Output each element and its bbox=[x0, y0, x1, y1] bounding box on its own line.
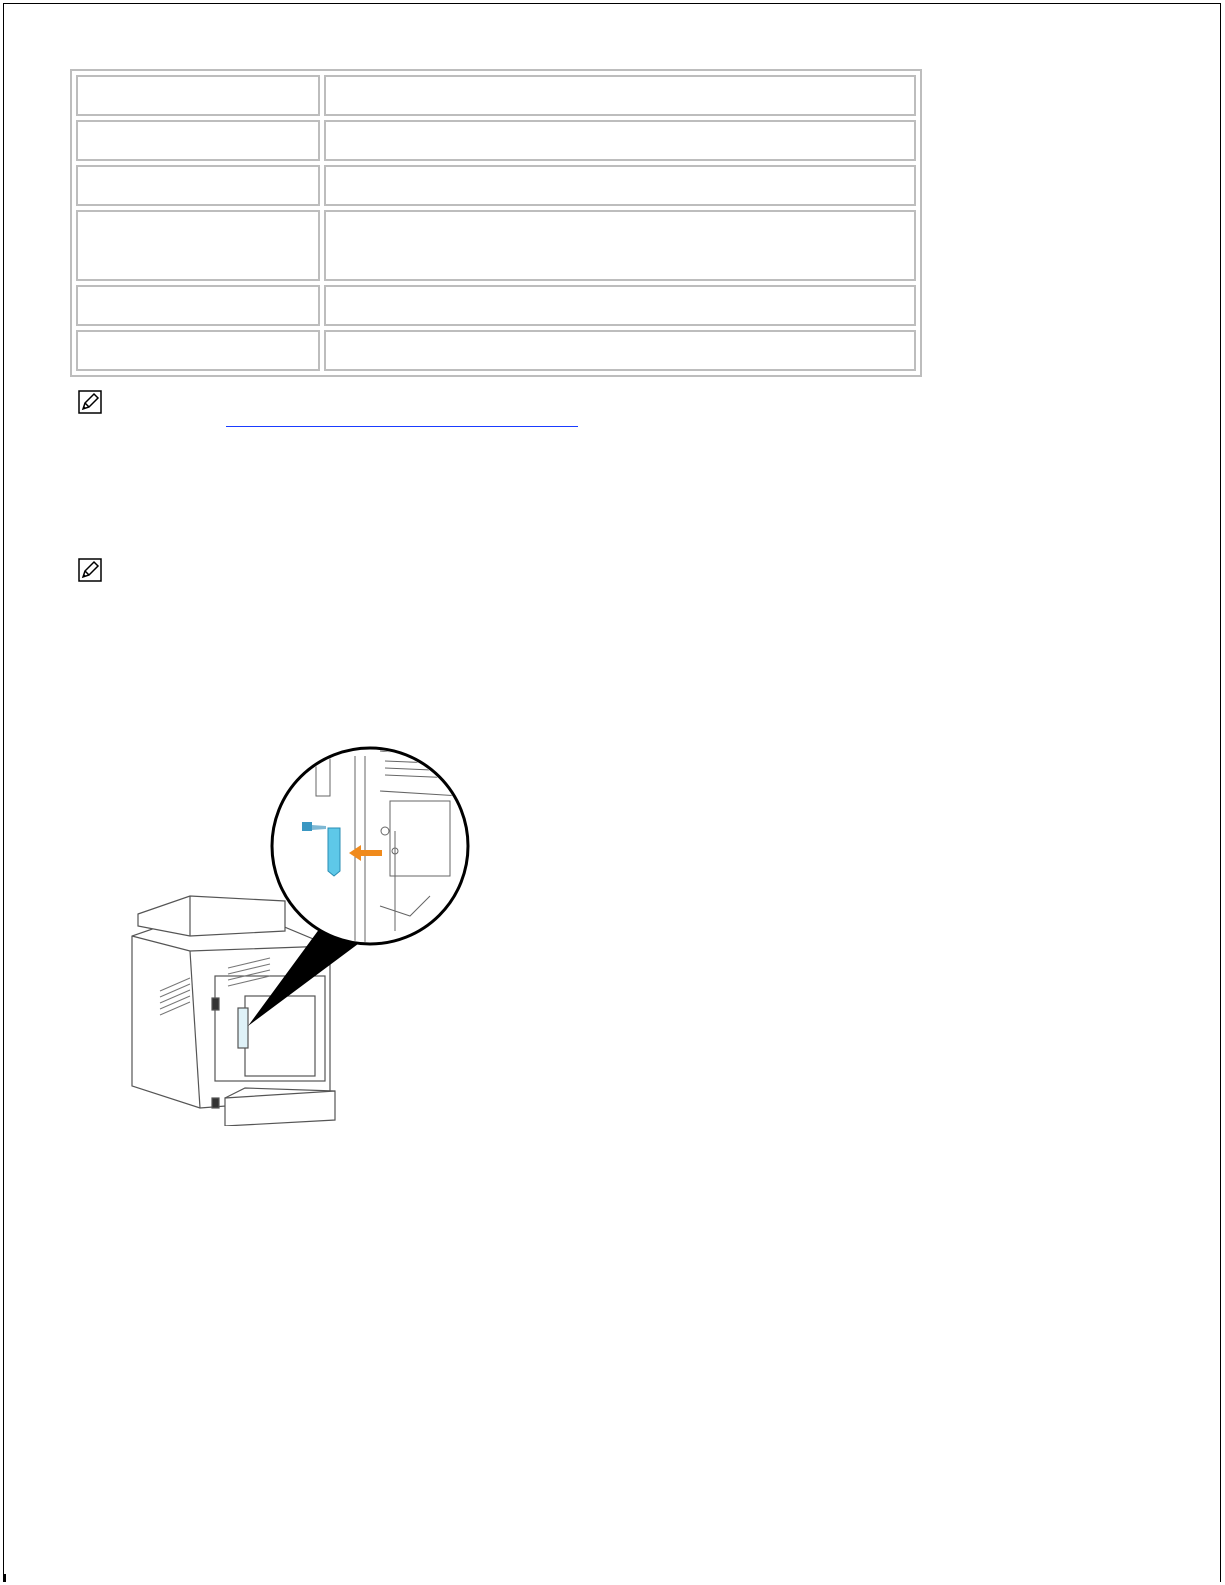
table-cell bbox=[76, 210, 320, 281]
card-bracket bbox=[328, 828, 340, 876]
table-cell bbox=[76, 165, 320, 206]
page-corner-mark bbox=[4, 1574, 20, 1582]
table-cell bbox=[76, 330, 320, 371]
table-row bbox=[76, 285, 916, 326]
table-cell bbox=[76, 120, 320, 161]
magnified-callout bbox=[272, 748, 468, 946]
table-cell bbox=[76, 75, 320, 116]
rear-panel bbox=[215, 976, 325, 1081]
table-row bbox=[76, 210, 916, 281]
table-row bbox=[76, 330, 916, 371]
table-cell bbox=[324, 330, 916, 371]
table-cell bbox=[324, 120, 916, 161]
note-pencil-icon bbox=[78, 390, 102, 414]
table-cell bbox=[76, 285, 320, 326]
printer-top-unit bbox=[138, 896, 285, 936]
spec-table bbox=[70, 69, 922, 377]
card-slot bbox=[238, 1008, 248, 1048]
table-cell bbox=[324, 210, 916, 281]
table-row bbox=[76, 75, 916, 116]
table-cell bbox=[324, 165, 916, 206]
table-row bbox=[76, 165, 916, 206]
printer-rear-illustration bbox=[120, 746, 480, 1126]
note-pencil-icon bbox=[78, 558, 102, 582]
table-cell bbox=[324, 75, 916, 116]
table-row bbox=[76, 120, 916, 161]
note-link-underline[interactable] bbox=[226, 426, 578, 427]
table-cell bbox=[324, 285, 916, 326]
